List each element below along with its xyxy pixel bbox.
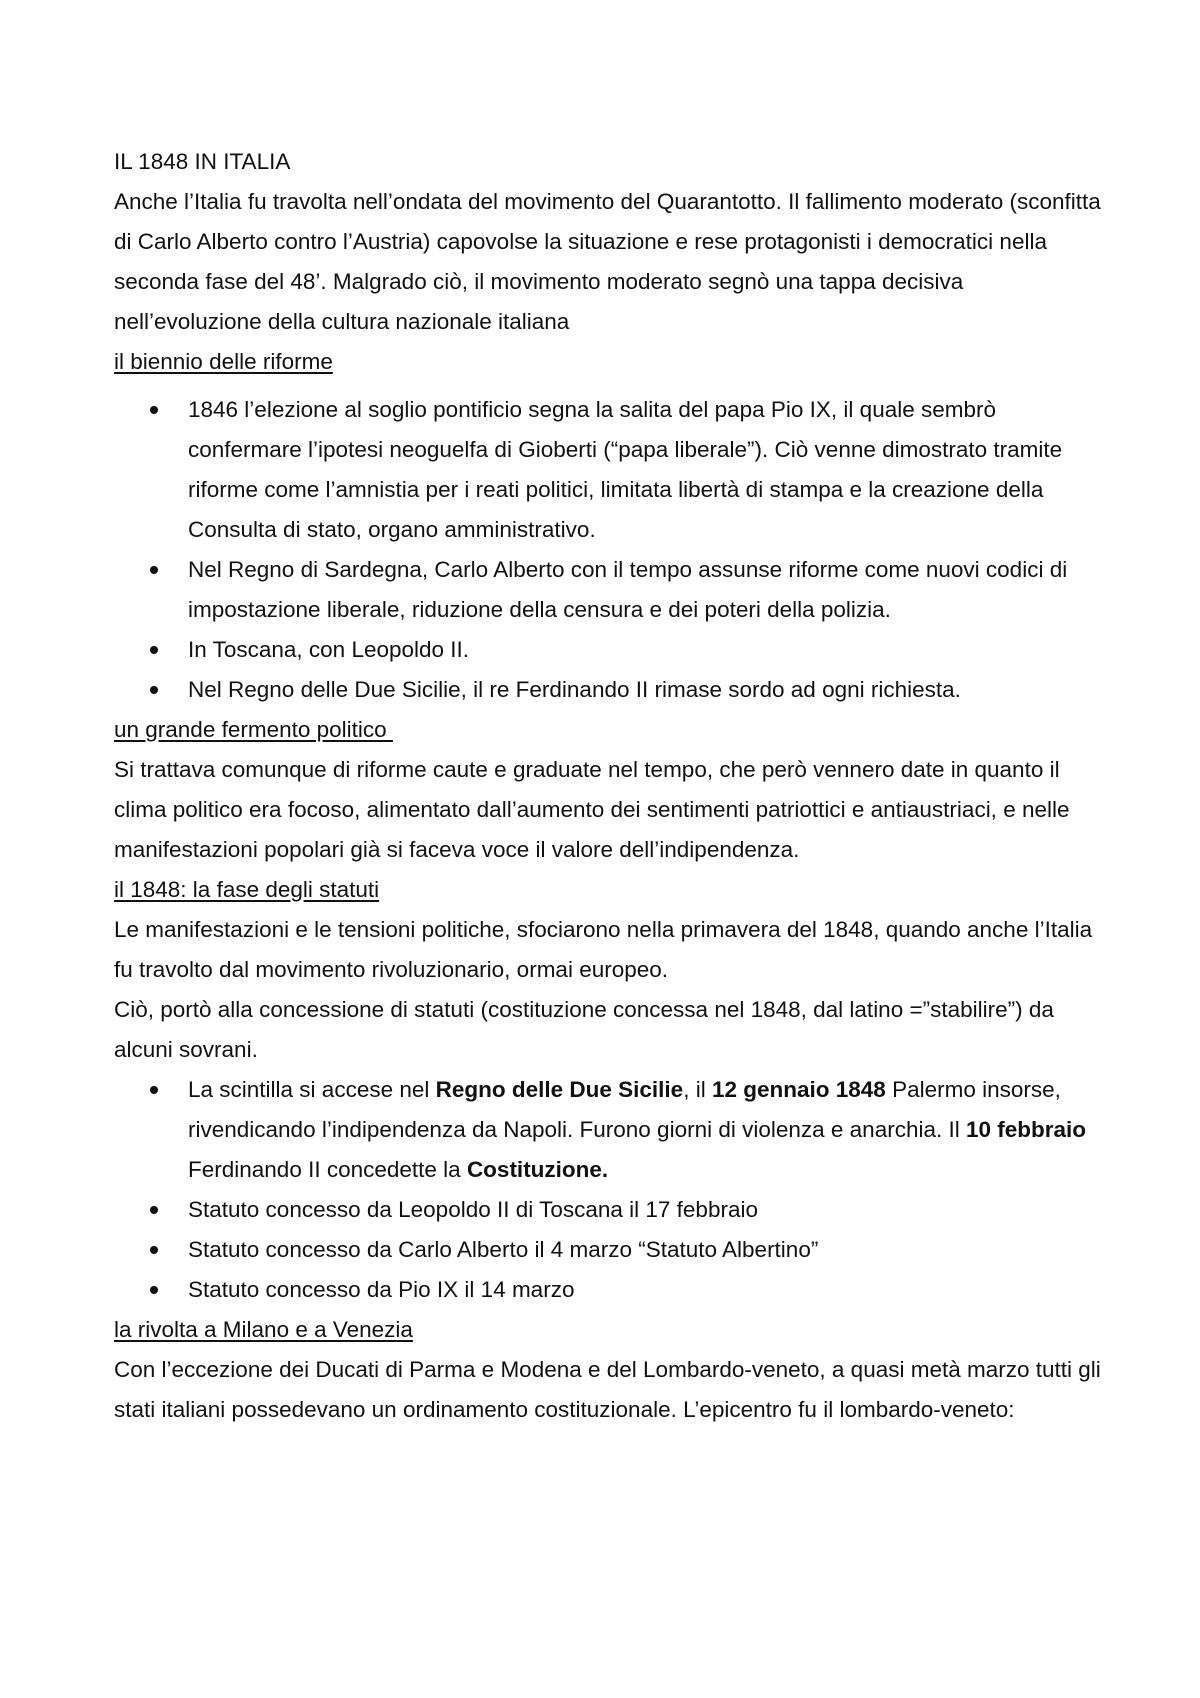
list-item: Nel Regno delle Due Sicilie, il re Ferdinando II rimase sordo ad ogni richiesta.	[188, 670, 1104, 710]
bullet-icon	[150, 406, 158, 414]
list-item: 1846 l’elezione al soglio pontificio segna la salita del papa Pio IX, il quale sembrò confermare l’ipotesi neoguelfa di Gioberti (“papa liberale”). Ciò venne dimostrato tramite riforme come l’amnistia per i reati politici, limitata libertà di stampa e la creazione della Consulta di stato, organo amministrativo.	[188, 390, 1104, 550]
bullet-icon	[150, 1246, 158, 1254]
bullet-icon	[150, 1086, 158, 1094]
rivolta-paragraph: Con l’eccezione dei Ducati di Parma e Modena e del Lombardo-veneto, a quasi metà marzo tutti gli stati italiani possedevano un ordinamento costituzionale. L’epicentro fu il lombardo-veneto:	[114, 1357, 1101, 1422]
statuti-paragraph-2: Ciò, portò alla concessione di statuti (costituzione concessa nel 1848, dal latino =”stabilire”) da alcuni sovrani.	[114, 997, 1054, 1062]
list-item: Statuto concesso da Carlo Alberto il 4 marzo “Statuto Albertino”	[188, 1230, 1104, 1270]
section-heading-biennio: il biennio delle riforme	[114, 349, 333, 374]
section-heading-fermento: un grande fermento politico	[114, 717, 393, 742]
intro-paragraph: Anche l’Italia fu travolta nell’ondata del movimento del Quarantotto. Il fallimento moderato (sconfitta di Carlo Alberto contro l’Austria) capovolse la situazione e rese protagonisti i democratici nella seconda fase del 48’. Malgrado ciò, il movimento moderato segnò una tappa decisiva nell’evoluzione della cultura nazionale italiana	[114, 189, 1101, 334]
bullet-icon	[150, 646, 158, 654]
section-heading-statuti: il 1848: la fase degli statuti	[114, 877, 380, 902]
statuti-paragraph-1: Le manifestazioni e le tensioni politiche, sfociarono nella primavera del 1848, quando anche l’Italia fu travolto dal movimento rivoluzionario, ormai europeo.	[114, 917, 1093, 982]
document-page	[114, 142, 1104, 1430]
document-title: IL 1848 IN ITALIA	[114, 149, 291, 174]
bullet-icon	[150, 1206, 158, 1214]
riforme-list	[114, 390, 1104, 710]
statuti-list	[114, 1070, 1104, 1310]
list-item: La scintilla si accese nel Regno delle Due Sicilie, il 12 gennaio 1848 Palermo insorse, rivendicando l’indipendenza da Napoli. Furono giorni di violenza e anarchia. Il 10 febbraio Ferdinando II concedette la Costituzione.	[188, 1070, 1104, 1190]
bullet-icon	[150, 1286, 158, 1294]
list-item: In Toscana, con Leopoldo II.	[188, 630, 1104, 670]
list-item: Nel Regno di Sardegna, Carlo Alberto con il tempo assunse riforme come nuovi codici di impostazione liberale, riduzione della censura e dei poteri della polizia.	[188, 550, 1104, 630]
list-item: Statuto concesso da Leopoldo II di Toscana il 17 febbraio	[188, 1190, 1104, 1230]
list-item: Statuto concesso da Pio IX il 14 marzo	[188, 1270, 1104, 1310]
section-heading-rivolta: la rivolta a Milano e a Venezia	[114, 1317, 413, 1342]
fermento-paragraph: Si trattava comunque di riforme caute e graduate nel tempo, che però vennero date in quanto il clima politico era focoso, alimentato dall’aumento dei sentimenti patriottici e antiaustriaci, e nelle manifestazioni popolari già si faceva voce il valore dell’indipendenza.	[114, 757, 1070, 862]
bullet-icon	[150, 566, 158, 574]
bullet-icon	[150, 686, 158, 694]
